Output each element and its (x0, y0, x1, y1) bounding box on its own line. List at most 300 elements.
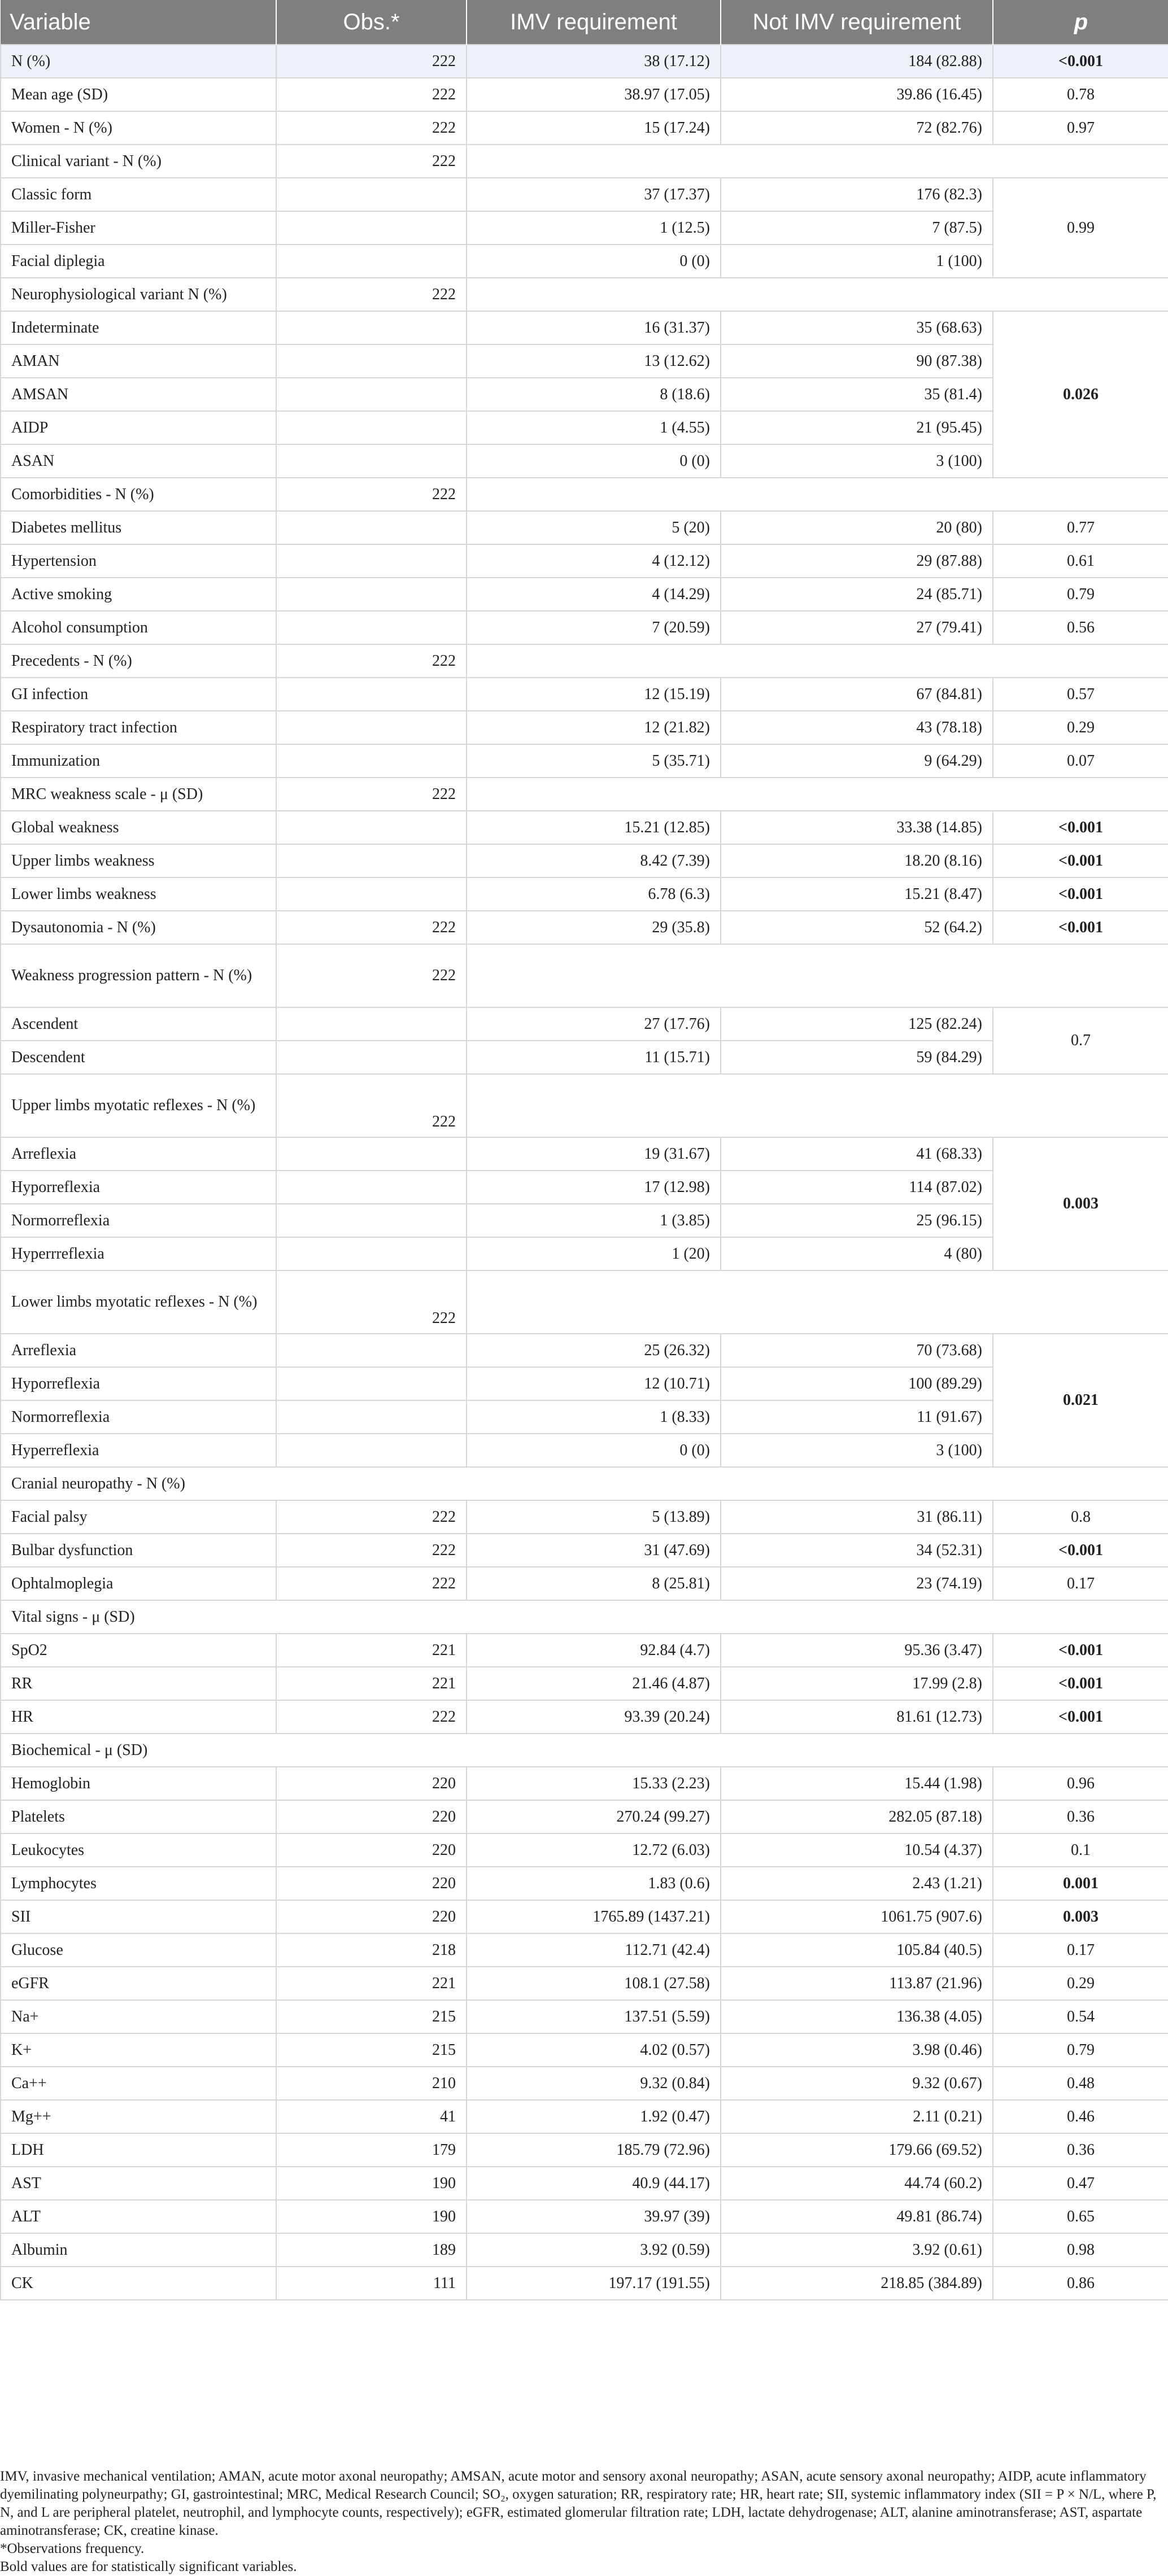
p-cell: <0.001 (993, 45, 1168, 78)
not-imv-cell: 3 (100) (721, 444, 993, 478)
not-imv-cell: 18.20 (8.16) (721, 844, 993, 877)
imv-cell: 8.42 (7.39) (467, 844, 721, 877)
table-row (1, 1700, 1168, 1734)
imv-cell: 31 (47.69) (467, 1534, 721, 1567)
imv-cell: 6.78 (6.3) (467, 877, 721, 911)
p-cell: <0.001 (993, 844, 1168, 877)
imv-cell: 15 (17.24) (467, 111, 721, 145)
obs-cell: 222 (276, 1270, 467, 1334)
table-row (1, 344, 1168, 378)
row-label: HR (1, 1700, 276, 1734)
row-label: Glucose (1, 1933, 276, 1967)
not-imv-cell: 35 (68.63) (721, 311, 993, 344)
section-row (1, 1074, 1168, 1137)
not-imv-cell: 218.85 (384.89) (721, 2267, 993, 2300)
header-p: p (993, 0, 1168, 45)
obs-cell: 222 (276, 1500, 467, 1534)
row-label: AIDP (1, 411, 276, 444)
imv-cell: 38 (17.12) (467, 45, 721, 78)
not-imv-cell: 9.32 (0.67) (721, 2067, 993, 2100)
imv-cell: 39.97 (39) (467, 2200, 721, 2233)
section-row (1, 478, 1168, 511)
imv-cell: 108.1 (27.58) (467, 1967, 721, 2000)
obs-cell (276, 1334, 467, 1367)
imv-cell: 5 (20) (467, 511, 721, 544)
p-cell: 0.79 (993, 2033, 1168, 2067)
not-imv-cell: 2.43 (1.21) (721, 1867, 993, 1900)
imv-cell: 0 (0) (467, 244, 721, 278)
obs-cell: 222 (276, 1534, 467, 1567)
footnote-abbreviations: IMV, invasive mechanical ventilation; AMAN, acute motor axonal neuropathy; AMSAN, acute motor and sensory axonal neuropathy; ASAN, acute sensory axonal neuropathy; AIDP, acute inflammatory dyemilinating polyneurpathy; GI, gastrointestinal; MRC, Medical Research Council; SO₂, oxygen saturation; RR, respiratory rate; HR, heart rate; SII, systemic inflammatory index (SII = P × N/L, where P, N, and L are peripheral platelet, neutrophil, and lymphocyte counts, respectively); eGFR, estimated glomerular filtration rate; LDH, lactate dehydrogenase; ALT, alanine aminotransferase; AST, aspartate aminotransferase; CK, creatine kinase. (0, 2469, 1157, 2538)
p-cell: <0.001 (993, 1667, 1168, 1700)
empty-cell (467, 644, 1168, 678)
empty-cell (467, 278, 1168, 311)
imv-cell: 19 (31.67) (467, 1137, 721, 1171)
obs-cell (276, 344, 467, 378)
row-label: AST (1, 2167, 276, 2200)
p-cell: 0.54 (993, 2000, 1168, 2033)
row-label: Arreflexia (1, 1334, 276, 1367)
table-row (1, 444, 1168, 478)
imv-cell: 16 (31.37) (467, 311, 721, 344)
row-label: Normorreflexia (1, 1400, 276, 1434)
obs-cell: 222 (276, 111, 467, 145)
imv-cell: 1 (4.55) (467, 411, 721, 444)
p-cell: 0.29 (993, 1967, 1168, 2000)
p-cell: <0.001 (993, 911, 1168, 944)
obs-cell: 222 (276, 478, 467, 511)
table-row (1, 2100, 1168, 2133)
table-row (1, 2033, 1168, 2067)
row-label: Alcohol consumption (1, 611, 276, 644)
obs-cell: 222 (276, 45, 467, 78)
table-row (1, 2167, 1168, 2200)
p-cell: 0.003 (993, 1900, 1168, 1933)
obs-cell (276, 1171, 467, 1204)
not-imv-cell: 39.86 (16.45) (721, 78, 993, 111)
row-label: AMAN (1, 344, 276, 378)
row-label: Facial palsy (1, 1500, 276, 1534)
not-imv-cell: 49.81 (86.74) (721, 2200, 993, 2233)
table-row (1, 1137, 1168, 1171)
p-cell: 0.79 (993, 578, 1168, 611)
table-row (1, 877, 1168, 911)
table-row (1, 1400, 1168, 1434)
header-imv: IMV requirement (467, 0, 721, 45)
imv-cell: 92.84 (4.7) (467, 1634, 721, 1667)
table-row (1, 45, 1168, 78)
p-cell: 0.07 (993, 744, 1168, 778)
imv-cell: 21.46 (4.87) (467, 1667, 721, 1700)
not-imv-cell: 25 (96.15) (721, 1204, 993, 1237)
row-label: Mean age (SD) (1, 78, 276, 111)
imv-cell: 17 (12.98) (467, 1171, 721, 1204)
row-label: AMSAN (1, 378, 276, 411)
table-row (1, 2067, 1168, 2100)
not-imv-cell: 31 (86.11) (721, 1500, 993, 1534)
not-imv-cell: 52 (64.2) (721, 911, 993, 944)
table-row (1, 2267, 1168, 2300)
section-label: Comorbidities - N (%) (1, 478, 276, 511)
not-imv-cell: 282.05 (87.18) (721, 1800, 993, 1833)
row-label: Hemoglobin (1, 1767, 276, 1800)
imv-cell: 112.71 (42.4) (467, 1933, 721, 1967)
imv-cell: 1 (20) (467, 1237, 721, 1270)
obs-cell: 218 (276, 1933, 467, 1967)
row-label: Global weakness (1, 811, 276, 844)
obs-cell (276, 311, 467, 344)
not-imv-cell: 179.66 (69.52) (721, 2133, 993, 2167)
table-row (1, 1500, 1168, 1534)
not-imv-cell: 3 (100) (721, 1434, 993, 1467)
obs-cell: 189 (276, 2233, 467, 2267)
obs-cell: 210 (276, 2067, 467, 2100)
row-label: Normorreflexia (1, 1204, 276, 1237)
imv-cell: 197.17 (191.55) (467, 2267, 721, 2300)
row-label: SII (1, 1900, 276, 1933)
not-imv-cell: 35 (81.4) (721, 378, 993, 411)
obs-cell (276, 877, 467, 911)
p-cell: 0.77 (993, 511, 1168, 544)
row-label: Na+ (1, 2000, 276, 2033)
imv-cell: 1 (12.5) (467, 211, 721, 244)
p-cell: 0.001 (993, 1867, 1168, 1900)
section-label: Neurophysiological variant N (%) (1, 278, 276, 311)
empty-cell (467, 478, 1168, 511)
row-label: Upper limbs weakness (1, 844, 276, 877)
header-obs: Obs.* (276, 0, 467, 45)
imv-cell: 25 (26.32) (467, 1334, 721, 1367)
table-row (1, 244, 1168, 278)
header-not-imv: Not IMV requirement (721, 0, 993, 45)
not-imv-cell: 41 (68.33) (721, 1137, 993, 1171)
obs-cell: 220 (276, 1833, 467, 1867)
p-cell: 0.46 (993, 2100, 1168, 2133)
row-label: RR (1, 1667, 276, 1700)
row-label: Hyperreflexia (1, 1434, 276, 1467)
row-label: ASAN (1, 444, 276, 478)
p-cell: 0.36 (993, 2133, 1168, 2167)
row-label: Hyporreflexia (1, 1171, 276, 1204)
row-label: Ascendent (1, 1007, 276, 1041)
not-imv-cell: 2.11 (0.21) (721, 2100, 993, 2133)
not-imv-cell: 4 (80) (721, 1237, 993, 1270)
row-label: ALT (1, 2200, 276, 2233)
section-row (1, 644, 1168, 678)
imv-cell: 270.24 (99.27) (467, 1800, 721, 1833)
row-label: Diabetes mellitus (1, 511, 276, 544)
row-label: CK (1, 2267, 276, 2300)
imv-cell: 1765.89 (1437.21) (467, 1900, 721, 1933)
section-row (1, 1467, 1168, 1500)
obs-cell (276, 544, 467, 578)
imv-cell: 4.02 (0.57) (467, 2033, 721, 2067)
obs-cell (276, 1367, 467, 1400)
obs-cell: 222 (276, 145, 467, 178)
row-label: Lymphocytes (1, 1867, 276, 1900)
obs-cell: 220 (276, 1767, 467, 1800)
obs-cell (276, 811, 467, 844)
imv-cell: 93.39 (20.24) (467, 1700, 721, 1734)
obs-cell: 220 (276, 1800, 467, 1833)
imv-cell: 12 (10.71) (467, 1367, 721, 1400)
p-cell: 0.48 (993, 2067, 1168, 2100)
obs-cell: 111 (276, 2267, 467, 2300)
p-cell: 0.8 (993, 1500, 1168, 1534)
row-label: Active smoking (1, 578, 276, 611)
obs-cell: 215 (276, 2000, 467, 2033)
obs-cell (276, 844, 467, 877)
obs-cell: 190 (276, 2200, 467, 2233)
row-label: Descendent (1, 1041, 276, 1074)
obs-cell: 222 (276, 1074, 467, 1137)
p-cell: 0.86 (993, 2267, 1168, 2300)
table-row (1, 1634, 1168, 1667)
header-variable: Variable (1, 0, 276, 45)
section-row (1, 278, 1168, 311)
table-row (1, 1534, 1168, 1567)
imv-cell: 38.97 (17.05) (467, 78, 721, 111)
footnote-bold: Bold values are for statistically significant variables. (0, 2559, 297, 2574)
row-label: Indeterminate (1, 311, 276, 344)
row-label: Leukocytes (1, 1833, 276, 1867)
imv-cell: 8 (18.6) (467, 378, 721, 411)
section-label: Biochemical - μ (SD) (1, 1734, 1168, 1767)
not-imv-cell: 81.61 (12.73) (721, 1700, 993, 1734)
obs-cell (276, 244, 467, 278)
not-imv-cell: 33.38 (14.85) (721, 811, 993, 844)
table-header-row (1, 0, 1168, 45)
not-imv-cell: 20 (80) (721, 511, 993, 544)
not-imv-cell: 184 (82.88) (721, 45, 993, 78)
imv-cell: 8 (25.81) (467, 1567, 721, 1600)
not-imv-cell: 7 (87.5) (721, 211, 993, 244)
not-imv-cell: 100 (89.29) (721, 1367, 993, 1400)
not-imv-cell: 27 (79.41) (721, 611, 993, 644)
imv-cell: 12 (15.19) (467, 678, 721, 711)
table-row (1, 311, 1168, 344)
section-row (1, 778, 1168, 811)
not-imv-cell: 114 (87.02) (721, 1171, 993, 1204)
table-row (1, 211, 1168, 244)
not-imv-cell: 24 (85.71) (721, 578, 993, 611)
row-label: Platelets (1, 1800, 276, 1833)
p-cell: 0.17 (993, 1567, 1168, 1600)
section-row (1, 145, 1168, 178)
imv-cell: 0 (0) (467, 444, 721, 478)
table-footnotes (0, 2468, 1163, 2576)
row-label: Lower limbs weakness (1, 877, 276, 911)
table-row (1, 1900, 1168, 1933)
p-cell: 0.57 (993, 678, 1168, 711)
obs-cell (276, 1007, 467, 1041)
empty-cell (467, 145, 1168, 178)
not-imv-cell: 105.84 (40.5) (721, 1933, 993, 1967)
not-imv-cell: 59 (84.29) (721, 1041, 993, 1074)
imv-cell: 7 (20.59) (467, 611, 721, 644)
table-row (1, 544, 1168, 578)
obs-cell (276, 1204, 467, 1237)
p-cell: 0.65 (993, 2200, 1168, 2233)
row-label: Arreflexia (1, 1137, 276, 1171)
not-imv-cell: 44.74 (60.2) (721, 2167, 993, 2200)
obs-cell: 215 (276, 2033, 467, 2067)
not-imv-cell: 11 (91.67) (721, 1400, 993, 1434)
row-label: Mg++ (1, 2100, 276, 2133)
not-imv-cell: 21 (95.45) (721, 411, 993, 444)
imv-cell: 137.51 (5.59) (467, 2000, 721, 2033)
not-imv-cell: 15.21 (8.47) (721, 877, 993, 911)
table-row (1, 611, 1168, 644)
section-label: Lower limbs myotatic reflexes - N (%) (1, 1270, 276, 1334)
table-row (1, 1833, 1168, 1867)
imv-cell: 1 (3.85) (467, 1204, 721, 1237)
p-cell: 0.021 (993, 1334, 1168, 1467)
row-label: GI infection (1, 678, 276, 711)
row-label: Immunization (1, 744, 276, 778)
row-label: K+ (1, 2033, 276, 2067)
table-row (1, 1237, 1168, 1270)
imv-cell: 12.72 (6.03) (467, 1833, 721, 1867)
obs-cell: 222 (276, 278, 467, 311)
imv-cell: 3.92 (0.59) (467, 2233, 721, 2267)
not-imv-cell: 10.54 (4.37) (721, 1833, 993, 1867)
imv-cell: 185.79 (72.96) (467, 2133, 721, 2167)
obs-cell: 220 (276, 1867, 467, 1900)
p-cell: 0.96 (993, 1767, 1168, 1800)
imv-cell: 5 (35.71) (467, 744, 721, 778)
p-cell: 0.98 (993, 2233, 1168, 2267)
table-row (1, 1007, 1168, 1041)
row-label: Hypertension (1, 544, 276, 578)
row-label: LDH (1, 2133, 276, 2167)
row-label: Dysautonomia - N (%) (1, 911, 276, 944)
p-cell: 0.003 (993, 1137, 1168, 1270)
obs-cell (276, 178, 467, 211)
empty-cell (467, 1270, 1168, 1334)
obs-cell (276, 511, 467, 544)
table-row (1, 1204, 1168, 1237)
p-cell: <0.001 (993, 1534, 1168, 1567)
p-cell: <0.001 (993, 877, 1168, 911)
section-row (1, 944, 1168, 1007)
not-imv-cell: 23 (74.19) (721, 1567, 993, 1600)
row-label: Hyporreflexia (1, 1367, 276, 1400)
imv-cell: 1 (8.33) (467, 1400, 721, 1434)
imv-cell: 29 (35.8) (467, 911, 721, 944)
obs-cell: 222 (276, 644, 467, 678)
section-label: Precedents - N (%) (1, 644, 276, 678)
row-label: N (%) (1, 45, 276, 78)
imv-cell: 12 (21.82) (467, 711, 721, 744)
row-label: Facial diplegia (1, 244, 276, 278)
not-imv-cell: 1061.75 (907.6) (721, 1900, 993, 1933)
p-cell: <0.001 (993, 1700, 1168, 1734)
not-imv-cell: 34 (52.31) (721, 1534, 993, 1567)
row-label: Respiratory tract infection (1, 711, 276, 744)
table-row (1, 678, 1168, 711)
table-row (1, 578, 1168, 611)
table-row (1, 1334, 1168, 1367)
obs-cell: 41 (276, 2100, 467, 2133)
not-imv-cell: 90 (87.38) (721, 344, 993, 378)
table-row (1, 1967, 1168, 2000)
table-row (1, 1041, 1168, 1074)
obs-cell: 222 (276, 944, 467, 1007)
p-cell: 0.56 (993, 611, 1168, 644)
obs-cell: 221 (276, 1667, 467, 1700)
section-label: Upper limbs myotatic reflexes - N (%) (1, 1074, 276, 1137)
imv-cell: 15.33 (2.23) (467, 1767, 721, 1800)
row-label: SpO2 (1, 1634, 276, 1667)
row-label: Women - N (%) (1, 111, 276, 145)
table-row (1, 411, 1168, 444)
obs-cell (276, 211, 467, 244)
obs-cell (276, 444, 467, 478)
table-row (1, 111, 1168, 145)
not-imv-cell: 17.99 (2.8) (721, 1667, 993, 1700)
section-row (1, 1600, 1168, 1634)
table-row (1, 1800, 1168, 1833)
row-label: Bulbar dysfunction (1, 1534, 276, 1567)
imv-cell: 5 (13.89) (467, 1500, 721, 1534)
p-cell: 0.026 (993, 311, 1168, 478)
table-row (1, 2233, 1168, 2267)
empty-cell (467, 1074, 1168, 1137)
table-row (1, 711, 1168, 744)
table-row (1, 1434, 1168, 1467)
p-cell: 0.97 (993, 111, 1168, 145)
p-cell: 0.47 (993, 2167, 1168, 2200)
section-label: MRC weakness scale - μ (SD) (1, 778, 276, 811)
imv-cell: 0 (0) (467, 1434, 721, 1467)
p-cell: 0.1 (993, 1833, 1168, 1867)
not-imv-cell: 136.38 (4.05) (721, 2000, 993, 2033)
p-cell: <0.001 (993, 811, 1168, 844)
obs-cell: 222 (276, 778, 467, 811)
section-label: Cranial neuropathy - N (%) (1, 1467, 1168, 1500)
obs-cell: 222 (276, 78, 467, 111)
not-imv-cell: 70 (73.68) (721, 1334, 993, 1367)
section-label: Clinical variant - N (%) (1, 145, 276, 178)
obs-cell (276, 744, 467, 778)
empty-cell (467, 778, 1168, 811)
imv-cell: 40.9 (44.17) (467, 2167, 721, 2200)
not-imv-cell: 125 (82.24) (721, 1007, 993, 1041)
p-cell: 0.36 (993, 1800, 1168, 1833)
obs-cell: 179 (276, 2133, 467, 2167)
footnote-observations: *Observations frequency. (0, 2541, 145, 2556)
table-row (1, 2133, 1168, 2167)
table-row (1, 178, 1168, 211)
table-row (1, 378, 1168, 411)
obs-cell (276, 1041, 467, 1074)
not-imv-cell: 43 (78.18) (721, 711, 993, 744)
not-imv-cell: 67 (84.81) (721, 678, 993, 711)
obs-cell: 222 (276, 1700, 467, 1734)
not-imv-cell: 176 (82.3) (721, 178, 993, 211)
row-label: Albumin (1, 2233, 276, 2267)
table-row (1, 2200, 1168, 2233)
obs-cell (276, 1137, 467, 1171)
row-label: Ophtalmoplegia (1, 1567, 276, 1600)
empty-cell (467, 944, 1168, 1007)
imv-cell: 27 (17.76) (467, 1007, 721, 1041)
table-row (1, 1867, 1168, 1900)
obs-cell (276, 1400, 467, 1434)
table-row (1, 811, 1168, 844)
obs-cell (276, 578, 467, 611)
